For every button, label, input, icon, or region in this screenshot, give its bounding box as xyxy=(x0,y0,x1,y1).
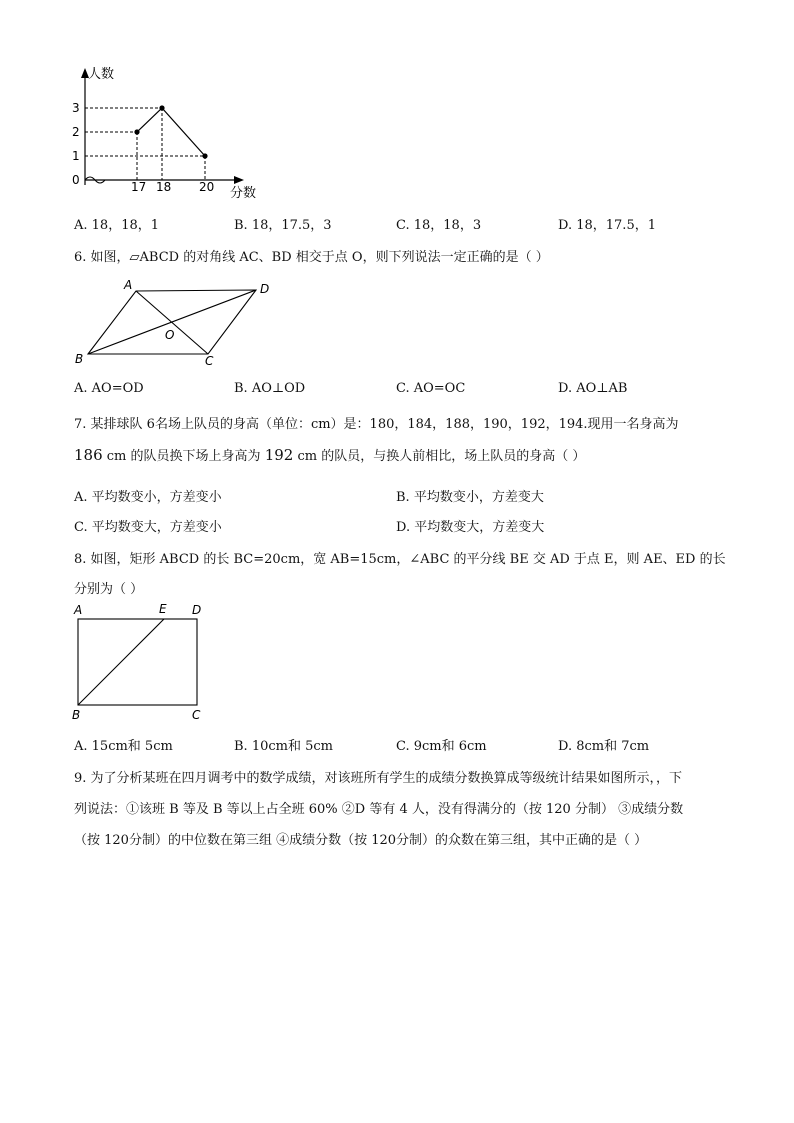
label-a: A xyxy=(74,603,83,617)
q8-option-a[interactable]: A. 15cm和 5cm xyxy=(74,739,173,754)
y-tick-3: 3 xyxy=(72,101,80,115)
label-e: E xyxy=(159,602,167,616)
y-tick-2: 2 xyxy=(72,125,80,139)
q6-option-a[interactable]: A. AO=OD xyxy=(74,381,144,396)
data-point-18 xyxy=(159,105,164,110)
x-tick-17: 17 xyxy=(131,180,147,194)
q9-question-line1: 9. 为了分析某班在四月调考中的数学成绩，对该班所有学生的成绩分数换算成等级统计结果如图所示，，下 xyxy=(74,771,683,786)
q7-unit-2: cm xyxy=(297,449,318,464)
x-axis-label: 分数 xyxy=(230,186,257,201)
q5-option-b[interactable]: B. 18，17.5，3 xyxy=(234,218,332,233)
diagonal-bd xyxy=(88,290,256,354)
q7-option-d[interactable]: D. 平均数变大，方差变大 xyxy=(396,520,545,535)
y-axis-label: 人数 xyxy=(88,67,115,82)
q5-option-d[interactable]: D. 18，17.5，1 xyxy=(558,218,656,233)
q5-line-chart xyxy=(60,60,280,210)
q8-question-line1: 8. 如图，矩形 ABCD 的长 BC=20cm，宽 AB=15cm，∠ABC 的平分线 BE 交 AD 于点 E，则 AE、ED 的长 xyxy=(74,552,726,567)
rectangle-abcd xyxy=(78,619,197,705)
label-o: O xyxy=(165,328,175,342)
label-b: B xyxy=(75,352,84,366)
q7-option-b[interactable]: B. 平均数变小，方差变大 xyxy=(396,490,544,505)
q7-question-line2 xyxy=(74,445,585,464)
q5-option-a[interactable]: A. 18，18，1 xyxy=(74,218,160,233)
q9-question-line3: （按 120分制）的中位数在第三组 ④成绩分数（按 120分制）的众数在第三组，其中正确的是（ ） xyxy=(74,833,648,848)
q7-option-c[interactable]: C. 平均数变大，方差变小 xyxy=(74,520,222,535)
label-c: C xyxy=(205,354,214,368)
x-tick-20: 20 xyxy=(199,180,215,194)
data-point-20 xyxy=(202,153,207,158)
label-c: C xyxy=(192,708,201,722)
q7-tail-text: 的队员，与换人前相比，场上队员的身高（ ） xyxy=(321,449,586,464)
bisector-be xyxy=(78,619,164,705)
q7-height-192: 192 xyxy=(264,446,294,464)
q7-mid-text: 的队员换下场上身高为 xyxy=(130,449,261,464)
q5-option-c[interactable]: C. 18，18，3 xyxy=(396,218,482,233)
x-tick-18: 18 xyxy=(156,180,172,194)
q6-option-d[interactable]: D. AO⊥AB xyxy=(558,381,628,396)
label-b: B xyxy=(72,708,81,722)
q8-rectangle-figure xyxy=(66,600,216,726)
q7-option-a[interactable]: A. 平均数变小，方差变小 xyxy=(74,490,222,505)
y-tick-1: 1 xyxy=(72,149,80,163)
q8-option-c[interactable]: C. 9cm和 6cm xyxy=(396,739,487,754)
y-tick-0: 0 xyxy=(72,173,80,187)
q8-option-d[interactable]: D. 8cm和 7cm xyxy=(558,739,650,754)
x-axis-arrow xyxy=(234,176,244,184)
label-d: D xyxy=(192,603,202,617)
q7-unit-1: cm xyxy=(106,449,127,464)
q6-parallelogram-figure xyxy=(70,276,290,368)
label-d: D xyxy=(260,282,270,296)
q8-option-b[interactable]: B. 10cm和 5cm xyxy=(234,739,333,754)
q6-question: 6. 如图，▱ABCD 的对角线 AC、BD 相交于点 O，则下列说法一定正确的是（ ） xyxy=(74,250,549,265)
q9-question-line2: 列说法：①该班 B 等及 B 等以上占全班 60% ②D 等有 4 人，没有得满分的（按 120 分制） ③成绩分数 xyxy=(74,802,684,817)
q7-question-line1: 7. 某排球队 6名场上队员的身高（单位：cm）是：180，184，188，190，192，194.现用一名身高为 xyxy=(74,417,679,432)
q7-height-186: 186 xyxy=(74,446,103,464)
q8-question-line2: 分别为（ ） xyxy=(74,582,144,597)
series-line xyxy=(137,108,205,156)
data-point-17 xyxy=(134,129,139,134)
q6-option-c[interactable]: C. AO=OC xyxy=(396,381,466,396)
label-a: A xyxy=(124,278,133,292)
q6-option-b[interactable]: B. AO⊥OD xyxy=(234,381,306,396)
